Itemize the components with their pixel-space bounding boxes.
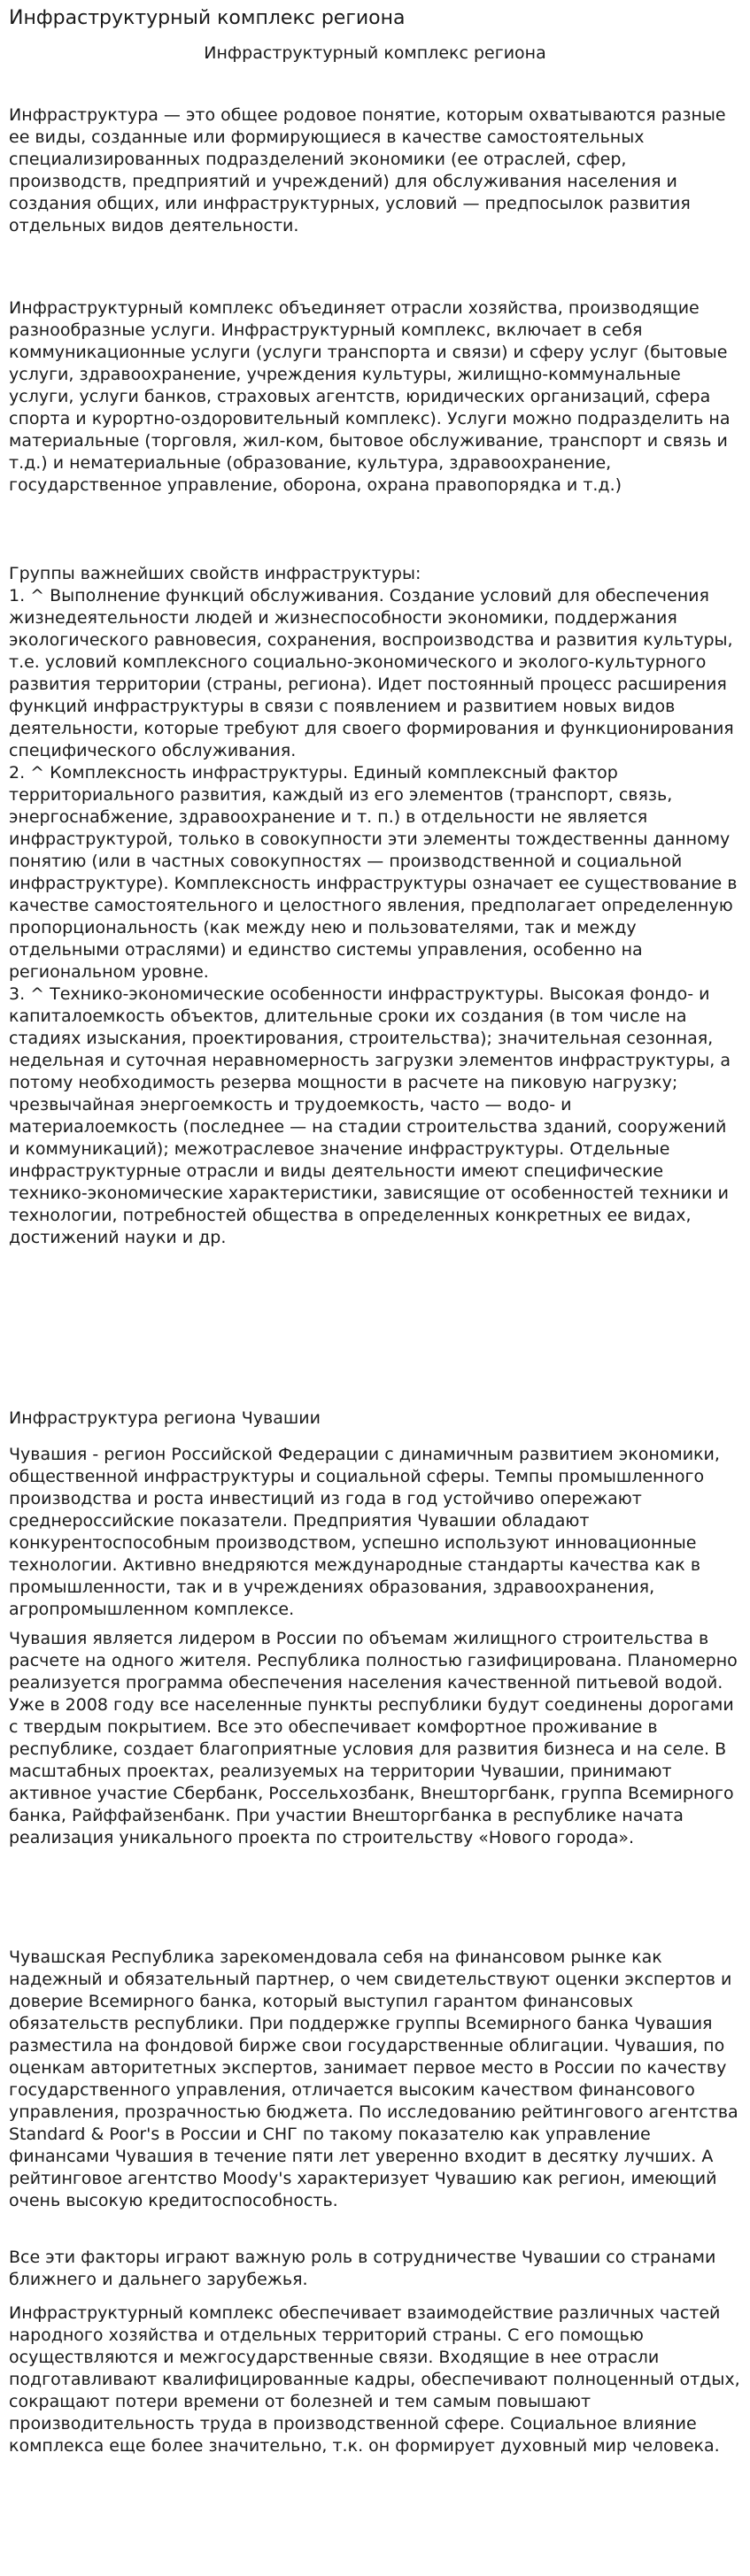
groups-section xyxy=(9,563,740,1249)
document-subtitle: Инфраструктурный комплекс региона xyxy=(204,43,546,63)
groups-heading: Группы важнейших свойств инфраструктуры: xyxy=(9,564,421,583)
intro-paragraph-infrastructure-definition xyxy=(9,104,740,237)
paragraph-text: Инфраструктурный комплекс объединяет отрасли хозяйства, производящие разнообразные услуги. Инфраструктурный комплекс, включает в себя коммуникационные услуги (услуги транспорта и связи) и сферу услуг (бытовые услуги, здравоохранение, учреждения культуры, жилищно-коммунальные услуги, услуги банков, страховых агентств, юридических организаций, сфера спорта и курортно-оздоровительный комплекс). Услуги можно подразделить на материальные (торговля, жил-ком, бытовое обслуживание, транспорт и связь и т.д.) и нематериальные (образование, культура, здравоохранение, государственное управление, оборона, охрана правопорядка и т.д.) xyxy=(9,298,731,495)
paragraph-text: Инфраструктура — это общее родовое понятие, которым охватываются разные ее виды, созданные или формирующиеся в качестве самостоятельных специализированных подразделений экономики (ее отраслей, сфер, производств, предприятий и учреждений) для обслуживания населения и создания общих, или инфраструктурных, условий — предпосылок развития отдельных видов деятельности. xyxy=(9,105,726,235)
intro-paragraph-infrastructure-complex xyxy=(9,297,740,497)
chuvashia-paragraph-housing xyxy=(9,1628,740,1849)
paragraph-text: Чувашия - регион Российской Федерации с динамичным развитием экономики, общественной инфраструктуры и социальной сферы. Темпы промышленного производства и роста инвестиций из года в год устойчиво опережают среднероссийские показатели. Предприятия Чувашии обладают конкурентоспособным производством, успешно используют инновационные технологии. Активно внедряются международные стандарты качества как в промышленности, так и в учреждениях образования, здравоохранения, агропромышленном комплексе. xyxy=(9,1445,720,1619)
paragraph-text: Инфраструктурный комплекс обеспечивает взаимодействие различных частей народного хозяйства и отдельных территорий страны. С его помощью осуществляются и межгосударственные связи. Входящие в нее отрасли подготавливают квалифицированные кадры, обеспечивают полноценный отдых, сокращают потери времени от болезней и тем самым повышают производительность труда в производственной сфере. Социальное влияние комплекса еще более значительно, т.к. он формирует духовный мир человека. xyxy=(9,2303,740,2456)
group-item-2: 2. ^ Комплексность инфраструктуры. Единый комплексный фактор территориального развития, каждый из его элементов (транспорт, связь, энергоснабжение, здравоохранение и т. п.) в отдельности не является инфраструктурой, только в совокупности эти элементы тождественны данному понятию (или в частных совокупностях — производственной и социальной инфраструктуре). Комплексность инфраструктуры означает ее существование в качестве самостоятельного и целостного явления, предполагает определенную пропорциональность (как между нею и пользователями, так и между отдельными отраслями) и единство системы управления, особенно на региональном уровне. xyxy=(9,763,738,982)
group-item-3: 3. ^ Технико-экономические особенности инфраструктуры. Высокая фондо- и капиталоемкость объектов, длительные сроки их создания (в том числе на стадиях изыскания, проектирования, строительства); значительная сезонная, недельная и суточная неравномерность загрузки элементов инфраструктуры, а потому необходимость резерва мощности в расчете на пиковую нагрузку; чрезвычайная энергоемкость и трудоемкость, часто — водо- и материалоемкость (последнее — на стадии строительства зданий, сооружений и коммуникаций); межотраслевое значение инфраструктуры. Отдельные инфраструктурные отрасли и виды деятельности имеют специфические технико-экономические характеристики, зависящие от особенностей техники и технологии, потребностей общества в определенных конкретных ее видах, достижений науки и др. xyxy=(9,984,731,1247)
chuvashia-paragraph-complex-role xyxy=(9,2302,740,2457)
page-title: Инфраструктурный комплекс региона xyxy=(9,7,406,29)
paragraph-text: Чувашская Республика зарекомендовала себя на финансовом рынке как надежный и обязательный партнер, о чем свидетельствуют оценки экспертов и доверие Всемирного банка, который выступил гарантом финансовых обязательств республики. При поддержке группы Всемирного банка Чувашия разместила на фондовой бирже свои государственные облигации. Чувашия, по оценкам авторитетных экспертов, занимает первое место в России по качеству государственного управления, отличается высоким качеством финансового управления, прозрачностью бюджета. По исследованию рейтингового агентства Standard & Poor's в России и СНГ по такому показателю как управление финансами Чувашия в течение пяти лет уверенно входит в десятку лучших. А рейтинговое агентство Moody's характеризует Чувашию как регион, имеющий очень высокую кредитоспособность. xyxy=(9,1947,738,2210)
section-heading: Инфраструктура региона Чувашии xyxy=(9,1408,321,1428)
paragraph-text: Все эти факторы играют важную роль в сотрудничестве Чувашии со странами ближнего и дальнего зарубежья. xyxy=(9,2248,716,2289)
paragraph-text: Чувашия является лидером в России по объемам жилищного строительства в расчете на одного жителя. Республика полностью газифицирована. Планомерно реализуется программа обеспечения населения качественной питьевой водой. Уже в 2008 году все населенные пункты республики будут соединены дорогами с твердым покрытием. Все это обеспечивает комфортное проживание в республике, создает благоприятные условия для развития бизнеса и на селе. В масштабных проектах, реализуемых на территории Чувашии, принимают активное участие Сбербанк, Россельхозбанк, Внешторгбанк, группа Всемирного банка, Райффайзенбанк. При участии Внешторгбанка в республике начата реализация уникального проекта по строительству «Нового города». xyxy=(9,1629,738,1847)
group-item-1: 1. ^ Выполнение функций обслуживания. Создание условий для обеспечения жизнедеятельности людей и жизнеспособности экономики, поддержания экологического равновесия, сохранения, воспроизводства и развития культуры, т.е. условий комплексного социально-экономического и эколого-культурного развития территории (страны, региона). Идет постоянный процесс расширения функций инфраструктуры в связи с появлением и развитием новых видов деятельности, которые требуют для своего формирования и функционирования специфического обслуживания. xyxy=(9,586,734,760)
chuvashia-paragraph-economy xyxy=(9,1444,740,1621)
chuvashia-heading xyxy=(9,1408,740,1430)
chuvashia-paragraph-finance xyxy=(9,1947,740,2212)
chuvashia-paragraph-cooperation xyxy=(9,2247,740,2291)
